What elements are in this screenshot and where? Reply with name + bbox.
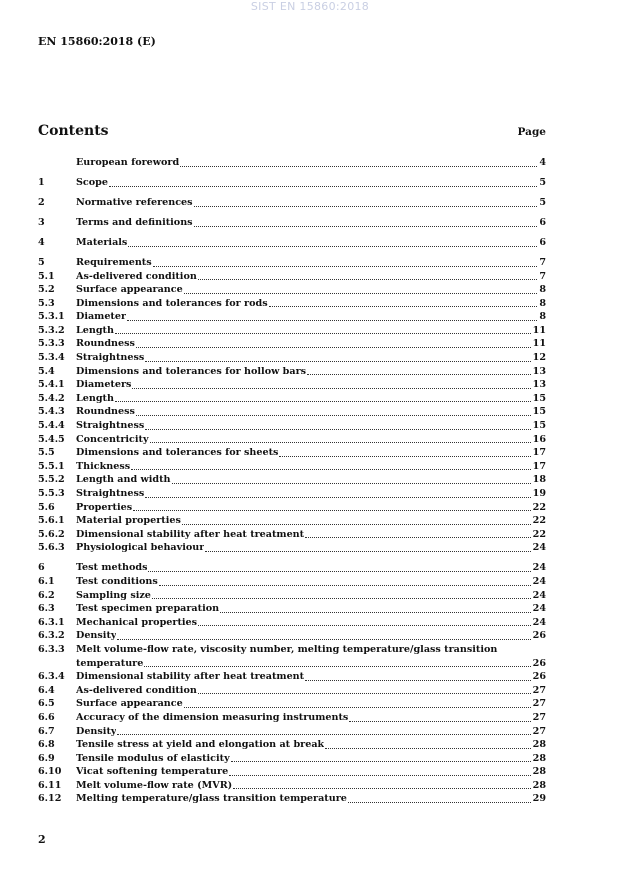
toc-entry-number: 6.10: [38, 766, 62, 778]
toc-entry[interactable]: [38, 446, 546, 460]
toc-entry[interactable]: [38, 473, 546, 487]
toc-entry-title: Density: [76, 630, 117, 642]
toc-entry-number: 5.6.1: [38, 515, 65, 527]
toc-entry-page: 8: [539, 297, 546, 309]
toc-entry-number: 6.3.1: [38, 616, 65, 628]
toc-entry-number: 2: [38, 196, 45, 208]
toc-entry-page: 24: [532, 616, 546, 628]
leader-dots: [136, 415, 531, 416]
toc-entry-page: 19: [532, 488, 546, 500]
toc-entry[interactable]: [38, 365, 546, 379]
leader-dots: [229, 775, 530, 776]
leader-dots: [180, 166, 537, 167]
toc-entry-page: 26: [532, 671, 546, 683]
toc-entry[interactable]: [38, 324, 546, 338]
toc-entry-title: Roundness: [76, 406, 135, 418]
toc-entry-title: Test specimen preparation: [76, 603, 220, 615]
toc-entry-title: Concentricity: [76, 433, 149, 445]
toc-entry[interactable]: [38, 392, 546, 406]
leader-dots: [144, 666, 530, 667]
toc-entry-number: 5.6: [38, 501, 55, 513]
leader-dots: [133, 510, 531, 511]
toc-entry-page: 26: [532, 630, 546, 642]
toc-entry-title: Melt volume-flow rate, viscosity number, melting temperature/glass transition: [76, 643, 498, 655]
document-id: EN 15860:2018 (E): [38, 35, 156, 48]
toc-entry-number: 5.4.3: [38, 406, 65, 418]
toc-entry[interactable]: [38, 575, 546, 589]
toc-entry-title: Properties: [76, 501, 133, 513]
toc-entry[interactable]: [38, 487, 546, 501]
toc-entry[interactable]: [38, 351, 546, 365]
leader-dots: [145, 497, 530, 498]
toc-entry-number: 5.6.3: [38, 542, 65, 554]
leader-dots: [198, 693, 531, 694]
toc-entry-title: Surface appearance: [76, 284, 183, 296]
toc-entry-continuation[interactable]: [38, 657, 546, 671]
toc-entry-number: 5.4.5: [38, 433, 65, 445]
toc-entry-page: 16: [532, 433, 546, 445]
toc-entry[interactable]: [38, 697, 546, 711]
page-number: 2: [38, 833, 46, 846]
page-column-label: Page: [517, 126, 546, 138]
toc-entry-number: 5.2: [38, 284, 55, 296]
toc-entry-page: 17: [532, 460, 546, 472]
toc-entry-title: Scope: [76, 176, 108, 188]
toc-entry-number: 5.4.1: [38, 379, 65, 391]
toc-entry-number: 6.6: [38, 711, 55, 723]
toc-entry-title: Normative references: [76, 196, 193, 208]
toc-entry-title: Straightness: [76, 488, 145, 500]
toc-entry-number: 6.2: [38, 589, 55, 601]
toc-entry-number: 5: [38, 256, 45, 268]
toc-entry-page: 29: [532, 793, 546, 805]
leader-dots: [198, 279, 537, 280]
toc-entry[interactable]: [38, 541, 546, 555]
toc-entry-page: 24: [532, 575, 546, 587]
leader-dots: [348, 802, 531, 803]
toc-entry-page: 22: [532, 501, 546, 513]
toc-entry[interactable]: [38, 752, 546, 766]
toc-entry-page: 24: [532, 589, 546, 601]
leader-dots: [305, 537, 531, 538]
toc-entry-number: 6.9: [38, 752, 55, 764]
leader-dots: [269, 306, 538, 307]
toc-entry-page: 24: [532, 542, 546, 554]
leader-dots: [184, 293, 538, 294]
toc-entry-page: 24: [532, 603, 546, 615]
toc-entry[interactable]: [38, 616, 546, 630]
toc-entry-title-cont: temperature: [76, 657, 144, 669]
toc-entry-number: 5.5.2: [38, 474, 65, 486]
leader-dots: [128, 246, 537, 247]
toc-entry-page: 11: [532, 324, 546, 336]
toc-entry[interactable]: [38, 196, 546, 210]
toc-entry-page: 17: [532, 447, 546, 459]
leader-dots: [182, 524, 531, 525]
toc-entry-page: 5: [539, 196, 546, 208]
leader-dots: [127, 320, 537, 321]
toc-entry-title: Thickness: [76, 460, 131, 472]
toc-entry[interactable]: [38, 629, 546, 643]
toc-entry-number: 5.6.2: [38, 528, 65, 540]
toc-entry-page: 6: [539, 216, 546, 228]
toc-entry[interactable]: [38, 514, 546, 528]
toc-entry-title: Length and width: [76, 474, 171, 486]
toc-entry-title: Sampling size: [76, 589, 151, 601]
toc-entry-number: 3: [38, 216, 45, 228]
toc-entry[interactable]: [38, 256, 546, 270]
toc-entry-page: 11: [532, 338, 546, 350]
toc-entry[interactable]: [38, 419, 546, 433]
toc-entry-number: 5.4.4: [38, 420, 65, 432]
leader-dots: [150, 442, 531, 443]
toc-entry-title: European foreword: [76, 157, 180, 168]
toc-entry[interactable]: [38, 337, 546, 351]
toc-entry[interactable]: [38, 297, 546, 311]
leader-dots: [145, 429, 530, 430]
toc-entry[interactable]: [38, 779, 546, 793]
toc-entry-number: 5.3: [38, 297, 55, 309]
toc-entry-title: Test conditions: [76, 575, 158, 587]
toc-entry-number: 6.5: [38, 698, 55, 710]
leader-dots: [136, 347, 531, 348]
toc-entry[interactable]: [38, 792, 546, 806]
toc-entry-title: Requirements: [76, 256, 152, 268]
toc-entry-page: 8: [539, 311, 546, 323]
toc-entry-title: Mechanical properties: [76, 616, 198, 628]
toc-entry-page: 5: [539, 176, 546, 188]
toc-entry[interactable]: [38, 216, 546, 230]
toc-entry[interactable]: [38, 528, 546, 542]
toc-entry[interactable]: [38, 561, 546, 575]
leader-dots: [115, 333, 531, 334]
leader-dots: [117, 734, 530, 735]
toc-entry-title: Accuracy of the dimension measuring instruments: [76, 711, 349, 723]
toc-entry-title: Diameters: [76, 379, 132, 391]
toc-entry-page: 15: [532, 406, 546, 418]
toc-entry-number: 6.3: [38, 603, 55, 615]
toc-entry-number: 5.5: [38, 447, 55, 459]
toc-entry-page: 26: [532, 657, 546, 669]
toc-entry-title: Roundness: [76, 338, 135, 350]
toc-entry[interactable]: [38, 711, 546, 725]
leader-dots: [153, 266, 538, 267]
leader-dots: [184, 707, 531, 708]
toc-entry-page: 4: [539, 157, 546, 168]
toc-entry-page: 8: [539, 284, 546, 296]
toc-entry-number: 6.8: [38, 739, 55, 751]
contents-title: Contents: [38, 123, 109, 139]
toc-entry-page: 27: [532, 725, 546, 737]
toc-entry-title: Dimensional stability after heat treatment: [76, 528, 305, 540]
toc-entry-page: 6: [539, 236, 546, 248]
toc-entry-title: Tensile stress at yield and elongation at break: [76, 739, 325, 751]
toc-entry-title: Length: [76, 324, 114, 336]
toc-entry[interactable]: [38, 501, 546, 515]
toc-entry-number: 5.3.4: [38, 352, 65, 364]
toc-entry-page: 28: [532, 779, 546, 791]
toc-entry-title: Physiological behaviour: [76, 542, 205, 554]
leader-dots: [231, 761, 531, 762]
toc-entry-number: 6.3.3: [38, 643, 65, 655]
toc-entry-number: 5.3.3: [38, 338, 65, 350]
toc-entry-number: 5.1: [38, 270, 55, 282]
toc-entry-title: Melt volume-flow rate (MVR): [76, 779, 233, 791]
toc-entry-page: 27: [532, 698, 546, 710]
toc-entry-title: As-delivered condition: [76, 270, 197, 282]
leader-dots: [115, 401, 531, 402]
toc-entry-title: Straightness: [76, 352, 145, 364]
toc-entry-title: Test methods: [76, 562, 148, 574]
toc-entry-title: Melting temperature/glass transition temperature: [76, 793, 347, 805]
leader-dots: [109, 186, 537, 187]
toc-entry-page: 12: [532, 352, 546, 364]
toc-entry[interactable]: [38, 176, 546, 190]
toc-entry[interactable]: [38, 765, 546, 779]
toc-entry[interactable]: [38, 405, 546, 419]
toc-entry-title: Dimensions and tolerances for hollow bars: [76, 365, 307, 377]
leader-dots: [205, 551, 530, 552]
leader-dots: [279, 456, 530, 457]
toc-entry[interactable]: [38, 589, 546, 603]
toc-entry-page: 15: [532, 392, 546, 404]
toc-entry-page: 28: [532, 752, 546, 764]
toc-entry-title: Materials: [76, 236, 128, 248]
toc-entry-page: 28: [532, 766, 546, 778]
toc-entry-title: Vicat softening temperature: [76, 766, 229, 778]
toc-entry-page: 13: [532, 365, 546, 377]
leader-dots: [132, 388, 530, 389]
toc-entry-page: 13: [532, 379, 546, 391]
toc-entry-page: 27: [532, 684, 546, 696]
toc-entry-title: Straightness: [76, 420, 145, 432]
toc-entry[interactable]: [38, 643, 546, 657]
toc-entry-title: Tensile modulus of elasticity: [76, 752, 230, 764]
toc-entry-page: 15: [532, 420, 546, 432]
leader-dots: [159, 585, 531, 586]
toc-entry-page: 18: [532, 474, 546, 486]
toc-entry-number: 5.5.1: [38, 460, 65, 472]
toc-entry-number: 6.11: [38, 779, 62, 791]
toc-entry-page: 7: [539, 270, 546, 282]
toc-entry[interactable]: [38, 460, 546, 474]
toc-entry-title: Dimensional stability after heat treatment: [76, 671, 305, 683]
leader-dots: [233, 788, 530, 789]
toc-entry-page: 22: [532, 528, 546, 540]
toc-entry[interactable]: [38, 270, 546, 284]
toc-entry-title: Dimensions and tolerances for sheets: [76, 447, 279, 459]
toc-entry-number: 5.5.3: [38, 488, 65, 500]
toc-entry-number: 6: [38, 562, 45, 574]
toc-entry-number: 6.3.2: [38, 630, 65, 642]
toc-entry-number: 6.4: [38, 684, 55, 696]
leader-dots: [172, 483, 531, 484]
leader-dots: [305, 680, 531, 681]
toc-entry[interactable]: [38, 738, 546, 752]
toc-entry[interactable]: [38, 433, 546, 447]
toc-entry-title: Terms and definitions: [76, 216, 193, 228]
toc-entry-title: Dimensions and tolerances for rods: [76, 297, 268, 309]
toc-entry-page: 24: [532, 562, 546, 574]
toc-entry-number: 5.4.2: [38, 392, 65, 404]
toc-entry-number: 1: [38, 176, 45, 188]
toc-entry-number: 4: [38, 236, 45, 248]
leader-dots: [117, 639, 530, 640]
toc-entry-number: 6.12: [38, 793, 62, 805]
leader-dots: [307, 374, 531, 375]
leader-dots: [349, 721, 530, 722]
leader-dots: [325, 748, 530, 749]
toc-entry[interactable]: [38, 725, 546, 739]
toc-entry-number: 5.3.2: [38, 324, 65, 336]
toc-entry-page: 22: [532, 515, 546, 527]
toc-entry-number: 6.1: [38, 575, 55, 587]
toc-entry-title: As-delivered condition: [76, 684, 197, 696]
watermark: SIST EN 15860:2018: [250, 0, 370, 13]
leader-dots: [194, 226, 538, 227]
toc-entry-page: 28: [532, 739, 546, 751]
toc-entry-title: Surface appearance: [76, 698, 183, 710]
leader-dots: [152, 598, 531, 599]
leader-dots: [194, 206, 538, 207]
toc-entry-number: 6.7: [38, 725, 55, 737]
toc-entry-title: Density: [76, 725, 117, 737]
toc-entry-title: Diameter: [76, 311, 127, 323]
toc-entry-number: 5.4: [38, 365, 55, 377]
toc-entry[interactable]: [38, 283, 546, 297]
leader-dots: [145, 361, 530, 362]
leader-dots: [198, 625, 531, 626]
toc-entry-number: 6.3.4: [38, 671, 65, 683]
toc-entry[interactable]: [38, 310, 546, 324]
toc-entry[interactable]: [38, 684, 546, 698]
toc-entry-title: Length: [76, 392, 114, 404]
leader-dots: [148, 571, 530, 572]
leader-dots: [220, 612, 531, 613]
toc-entry[interactable]: [38, 156, 546, 170]
toc-entry[interactable]: [38, 236, 546, 250]
toc-entry[interactable]: [38, 378, 546, 392]
toc-entry-title: Material properties: [76, 515, 181, 527]
toc-entry-number: 5.3.1: [38, 311, 65, 323]
toc-entry-page: 7: [539, 256, 546, 268]
table-of-contents: [38, 156, 546, 806]
toc-entry-page: 27: [532, 711, 546, 723]
leader-dots: [131, 469, 531, 470]
toc-entry[interactable]: [38, 602, 546, 616]
toc-entry[interactable]: [38, 670, 546, 684]
